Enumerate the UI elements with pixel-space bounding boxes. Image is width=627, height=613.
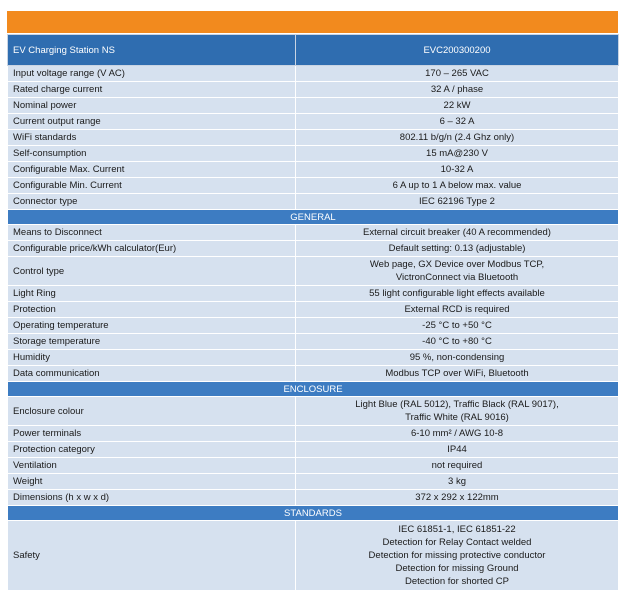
spec-value — [296, 426, 619, 442]
spec-value — [296, 397, 619, 426]
table-row — [8, 334, 619, 350]
spec-label: Weight — [8, 474, 296, 490]
spec-value — [296, 350, 619, 366]
spec-label: Storage temperature — [8, 334, 296, 350]
spec-value — [296, 114, 619, 130]
spec-value — [296, 98, 619, 114]
table-row — [8, 146, 619, 162]
spec-value — [296, 442, 619, 458]
spec-value — [296, 162, 619, 178]
spec-value — [296, 521, 619, 591]
table-row — [8, 241, 619, 257]
spec-value — [296, 241, 619, 257]
spec-label: Safety — [8, 521, 296, 591]
spec-label: Input voltage range (V AC) — [8, 66, 296, 82]
spec-value-line: Detection for missing Ground — [395, 563, 519, 574]
spec-label: Ventilation — [8, 458, 296, 474]
spec-label: Power terminals — [8, 426, 296, 442]
spec-value-line: Default setting: 0.13 (adjustable) — [388, 243, 526, 254]
spec-value-line: 10-32 A — [440, 164, 474, 175]
table-row — [8, 350, 619, 366]
spec-value — [296, 146, 619, 162]
spec-value-line: IEC 62196 Type 2 — [419, 196, 495, 207]
table-row — [8, 474, 619, 490]
table-row — [8, 397, 619, 426]
spec-value — [296, 257, 619, 286]
spec-value-line: 170 – 265 VAC — [425, 68, 489, 79]
spec-value-line: IP44 — [447, 444, 467, 455]
table-row — [8, 82, 619, 98]
spec-value — [296, 66, 619, 82]
spec-value — [296, 490, 619, 506]
spec-label: Protection category — [8, 442, 296, 458]
spec-value — [296, 366, 619, 382]
table-row — [8, 98, 619, 114]
spec-value — [296, 318, 619, 334]
spec-value-line: 802.11 b/g/n (2.4 Ghz only) — [399, 132, 515, 143]
table-row — [8, 162, 619, 178]
table-row — [8, 257, 619, 286]
table-row — [8, 521, 619, 591]
spec-value — [296, 82, 619, 98]
spec-value-line: -40 °C to +80 °C — [422, 336, 492, 347]
spec-value — [296, 286, 619, 302]
spec-label: Configurable Min. Current — [8, 178, 296, 194]
spec-label: Self-consumption — [8, 146, 296, 162]
spec-value-line: 15 mA@230 V — [426, 148, 488, 159]
spec-label: WiFi standards — [8, 130, 296, 146]
spec-value — [296, 130, 619, 146]
spec-value — [296, 474, 619, 490]
spec-value-line: 6 – 32 A — [439, 116, 475, 127]
table-row — [8, 114, 619, 130]
spec-value-line: -25 °C to +50 °C — [422, 320, 492, 331]
table-row — [8, 130, 619, 146]
spec-label: Current output range — [8, 114, 296, 130]
section-header — [8, 506, 619, 521]
orange-title-bar — [7, 11, 618, 34]
spec-label: Configurable price/kWh calculator(Eur) — [8, 241, 296, 257]
section-title: STANDARDS — [8, 506, 619, 521]
spec-label: Configurable Max. Current — [8, 162, 296, 178]
table-row — [8, 302, 619, 318]
spec-value-line: Web page, GX Device over Modbus TCP, — [369, 259, 545, 270]
spec-value-line: 22 kW — [443, 100, 471, 111]
spec-value-line: 3 kg — [448, 476, 466, 487]
section-header — [8, 382, 619, 397]
table-row — [8, 286, 619, 302]
spec-value-line: Detection for missing protective conductor — [368, 550, 546, 561]
spec-label: Light Ring — [8, 286, 296, 302]
spec-label: Data communication — [8, 366, 296, 382]
spec-value — [296, 194, 619, 210]
spec-label: Means to Disconnect — [8, 225, 296, 241]
table-row — [8, 178, 619, 194]
spec-label: Protection — [8, 302, 296, 318]
spec-table — [7, 34, 619, 591]
spec-value-line: 32 A / phase — [430, 84, 484, 95]
spec-label: Control type — [8, 257, 296, 286]
spec-label: Rated charge current — [8, 82, 296, 98]
table-row — [8, 366, 619, 382]
spec-value-line: 6 A up to 1 A below max. value — [392, 180, 522, 191]
table-row — [8, 490, 619, 506]
section-title: GENERAL — [8, 210, 619, 225]
spec-value-line: 372 x 292 x 122mm — [415, 492, 499, 503]
table-row — [8, 66, 619, 82]
spec-label: Nominal power — [8, 98, 296, 114]
section-title: ENCLOSURE — [8, 382, 619, 397]
spec-value-line: Light Blue (RAL 5012), Traffic Black (RAL 9017), — [355, 399, 559, 410]
spec-sheet — [7, 11, 618, 591]
spec-value — [296, 334, 619, 350]
spec-value-line: External RCD is required — [404, 304, 510, 315]
spec-value — [296, 225, 619, 241]
spec-value-line: not required — [431, 460, 483, 471]
table-row — [8, 458, 619, 474]
table-row — [8, 194, 619, 210]
spec-value-line: VictronConnect via Bluetooth — [395, 272, 519, 283]
section-header — [8, 210, 619, 225]
spec-value — [296, 178, 619, 194]
table-row — [8, 225, 619, 241]
table-row — [8, 426, 619, 442]
spec-label: Operating temperature — [8, 318, 296, 334]
spec-label: Dimensions (h x w x d) — [8, 490, 296, 506]
table-header-row — [8, 35, 619, 66]
spec-value-line: Detection for Relay Contact welded — [382, 537, 532, 548]
table-row — [8, 442, 619, 458]
spec-value — [296, 302, 619, 318]
spec-label: Connector type — [8, 194, 296, 210]
spec-value-line: 55 light configurable light effects available — [369, 288, 545, 299]
spec-value-line: Modbus TCP over WiFi, Bluetooth — [385, 368, 529, 379]
product-code: EVC200300200 — [296, 35, 619, 66]
spec-value-line: Traffic White (RAL 9016) — [405, 412, 509, 423]
spec-value — [296, 458, 619, 474]
spec-value-line: 95 %, non-condensing — [409, 352, 505, 363]
product-name: EV Charging Station NS — [8, 35, 296, 66]
spec-label: Humidity — [8, 350, 296, 366]
spec-label: Enclosure colour — [8, 397, 296, 426]
spec-value-line: Detection for shorted CP — [404, 576, 510, 587]
spec-value-line: 6-10 mm² / AWG 10-8 — [410, 428, 504, 439]
table-row — [8, 318, 619, 334]
spec-value-line: IEC 61851-1, IEC 61851-22 — [398, 524, 516, 535]
spec-value-line: External circuit breaker (40 A recommended) — [363, 227, 551, 238]
spec-table-body — [8, 35, 619, 591]
